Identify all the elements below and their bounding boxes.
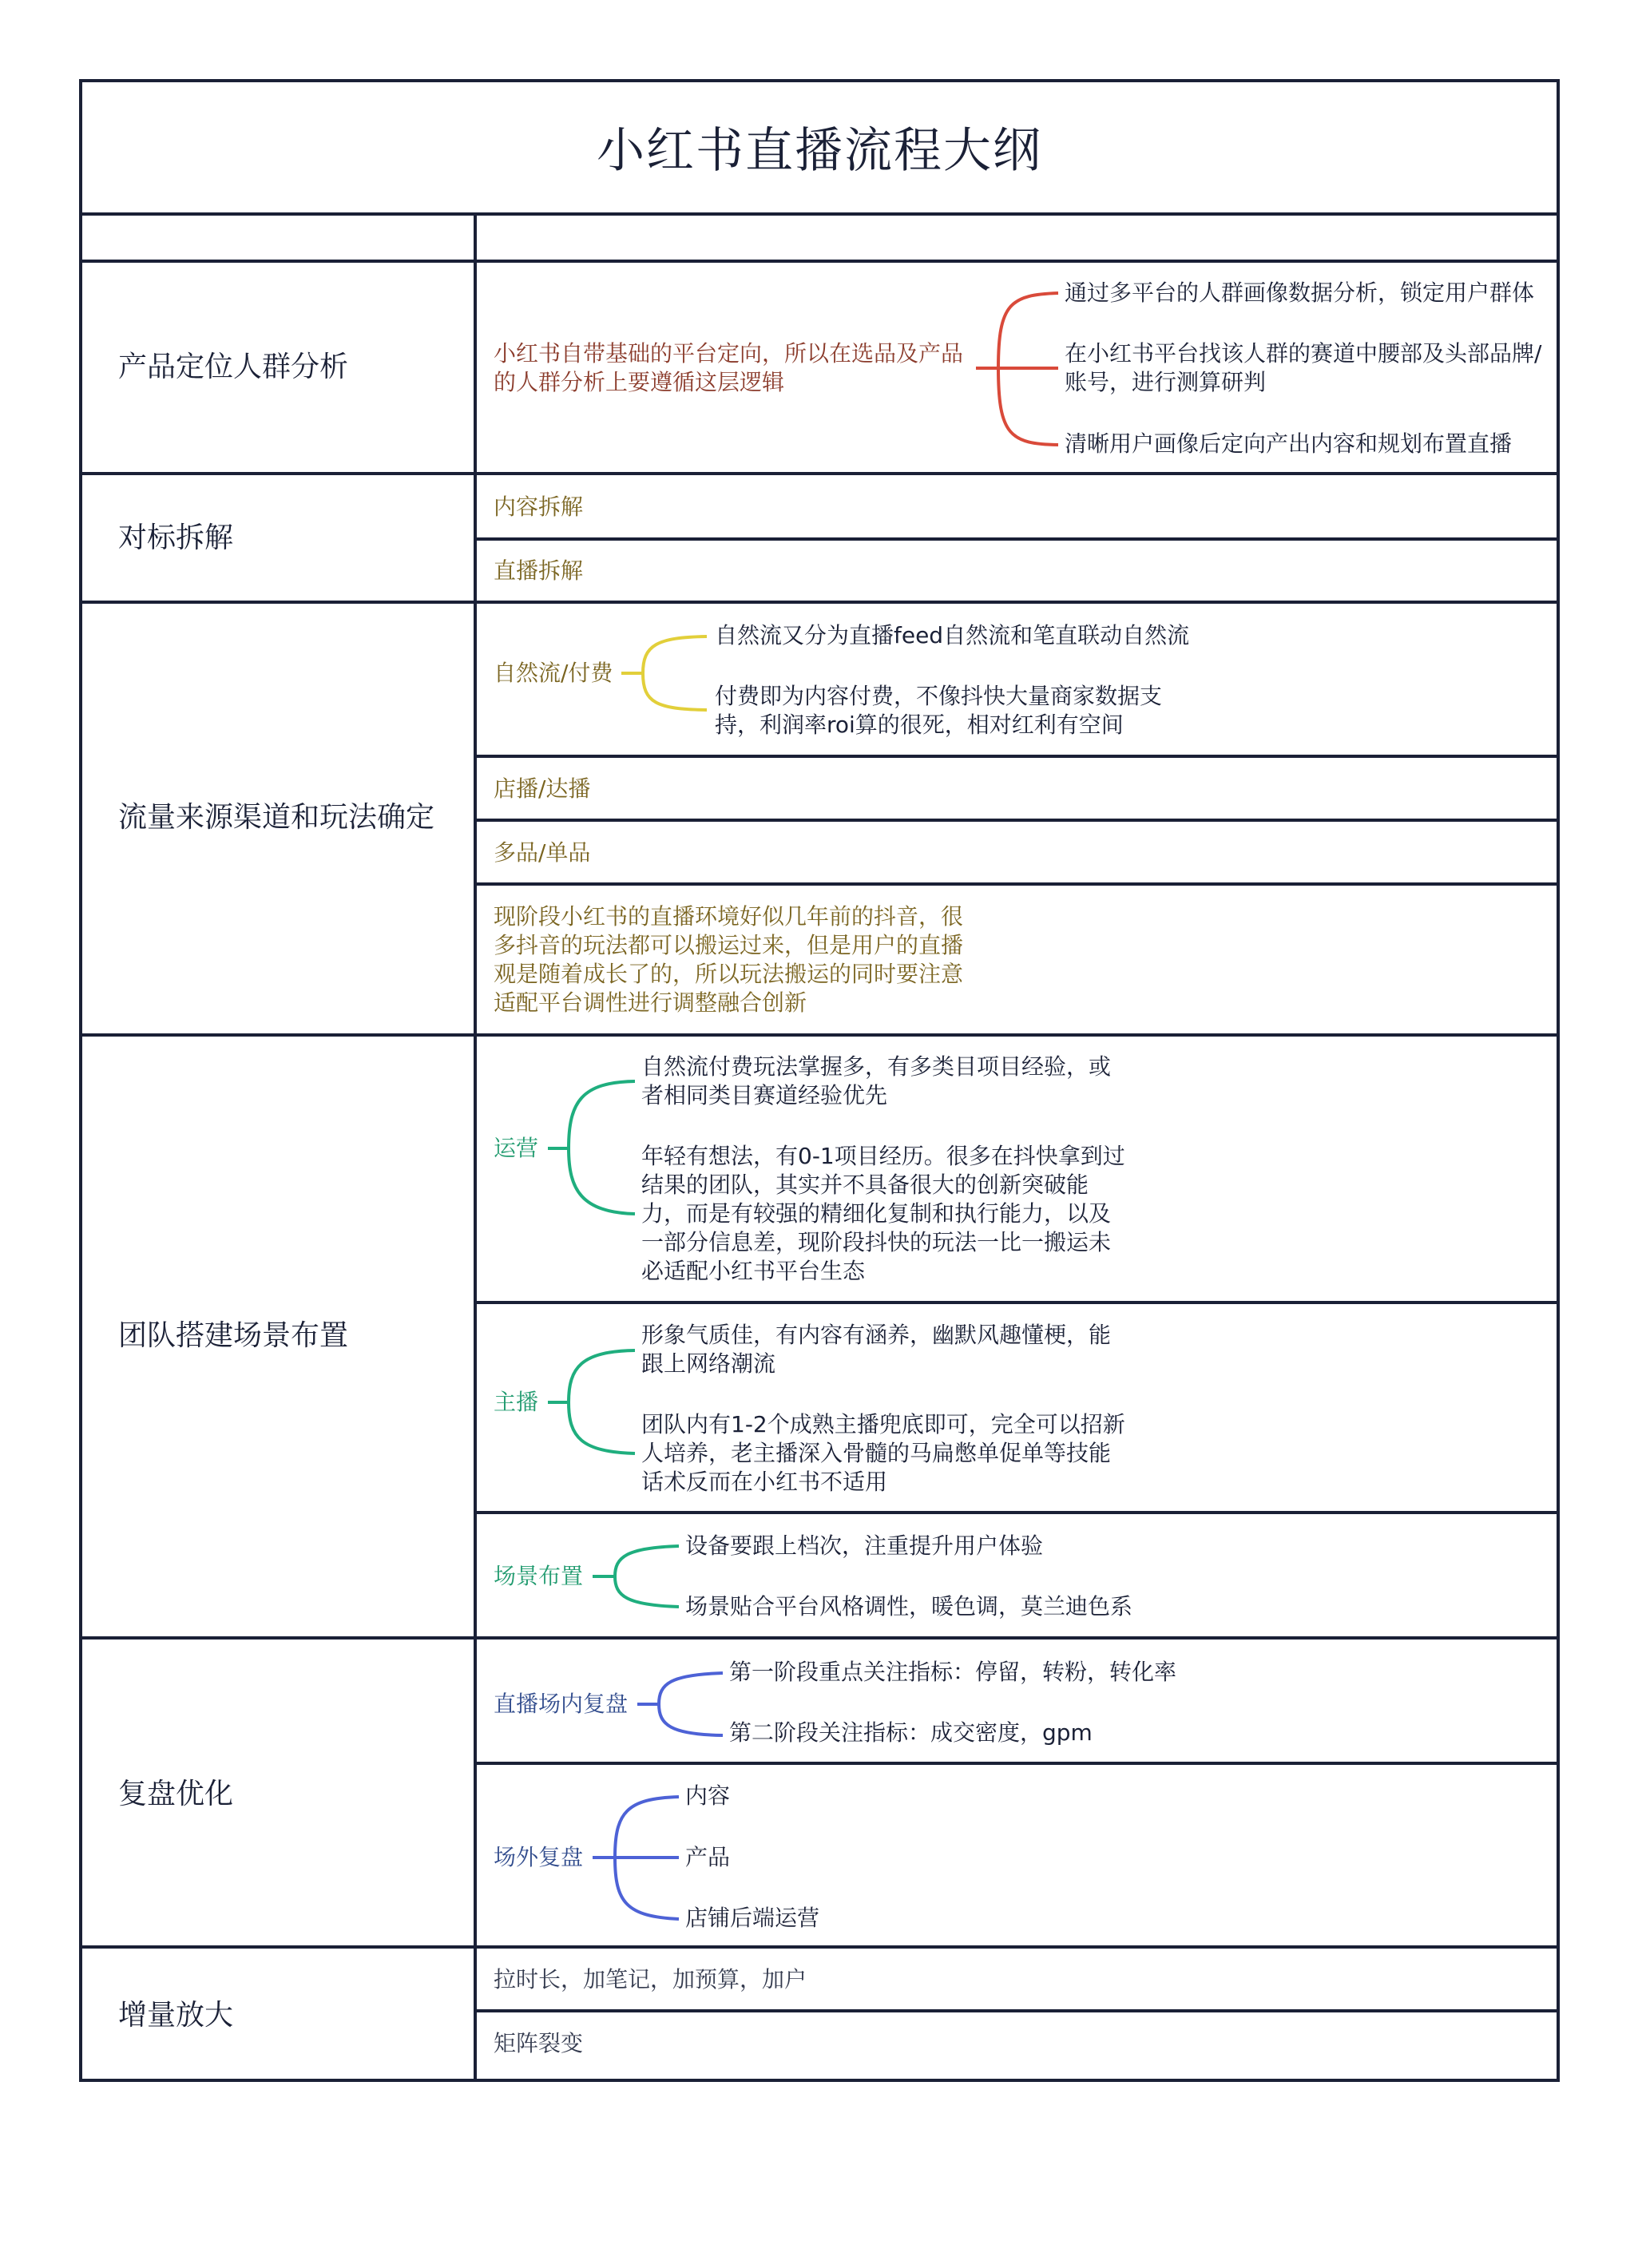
team-operation-branch: 年轻有想法，有0-1项目经历。很多在抖快拿到过: [641, 1143, 1125, 1169]
team-scene-branch: 场景贴合平台风格调性，暖色调，莫兰迪色系: [685, 1593, 1133, 1620]
benchmark-item: 直播拆解: [494, 557, 584, 584]
traffic-note-line: 适配平台调性进行调整融合创新: [494, 989, 807, 1016]
review-outside-branch: 内容: [685, 1782, 731, 1809]
traffic-natural-branch: 自然流又分为直播feed自然流和笔直联动自然流: [715, 622, 1190, 648]
team-host-root: 主播: [494, 1389, 539, 1415]
section-label-positioning: 产品定位人群分析: [118, 351, 349, 383]
growth-item: 矩阵裂变: [494, 2030, 584, 2056]
positioning-branch-text: 清晰用户画像后定向产出内容和规划布置直播: [1065, 430, 1513, 457]
team-scene-branch: 设备要跟上档次，注重提升用户体验: [685, 1532, 1044, 1559]
team-scene-root: 场景布置: [494, 1563, 584, 1589]
section-label-team: 团队搭建场景布置: [118, 1319, 349, 1352]
review-outside-branch: 产品: [685, 1844, 731, 1870]
section-label-traffic: 流量来源渠道和玩法确定: [118, 801, 435, 834]
traffic-note-line: 多抖音的玩法都可以搬运过来，但是用户的直播: [494, 932, 964, 958]
team-operation-branch: 必适配小红书平台生态: [641, 1258, 866, 1284]
traffic-natural-root: 自然流/付费: [494, 660, 613, 686]
team-operation-branch: 力，而是有较强的精细化复制和执行能力，以及: [641, 1200, 1112, 1227]
section-label-benchmark: 对标拆解: [118, 521, 234, 554]
review-outside-branch: 店铺后端运营: [685, 1905, 820, 1931]
team-operation-branch: 结果的团队，其实并不具备很大的创新突破能: [641, 1172, 1089, 1198]
traffic-natural-branch: 持，利润率roi算的很死，相对红利有空间: [715, 712, 1124, 738]
team-operation-branch: 者相同类目赛道经验优先: [641, 1082, 888, 1108]
positioning-root-line: 小红书自带基础的平台定向，所以在选品及产品: [494, 340, 964, 367]
review-inside-branch: 第一阶段重点关注指标：停留，转粉，转化率: [729, 1659, 1177, 1685]
traffic-item: 店播/达播: [494, 775, 591, 802]
review-outside-root: 场外复盘: [494, 1844, 584, 1870]
team-host-branch: 形象气质佳，有内容有涵养，幽默风趣懂梗，能: [641, 1322, 1112, 1348]
traffic-note-line: 观是随着成长了的，所以玩法搬运的同时要注意: [494, 961, 964, 987]
team-operation-branch: 自然流付费玩法掌握多，有多类目项目经验，或: [641, 1053, 1112, 1080]
team-host-branch: 人培养，老主播深入骨髓的马扁憋单促单等技能: [641, 1440, 1112, 1466]
review-inside-branch: 第二阶段关注指标：成交密度，gpm: [729, 1719, 1093, 1746]
section-label-growth: 增量放大: [118, 1999, 234, 2032]
team-host-branch: 跟上网络潮流: [641, 1350, 776, 1377]
team-host-branch: 话术反而在小红书不适用: [641, 1469, 888, 1495]
page-title: 小红书直播流程大纲: [597, 123, 1042, 179]
growth-item: 拉时长，加笔记，加预算，加户: [494, 1966, 807, 1992]
traffic-natural-branch: 付费即为内容付费，不像抖快大量商家数据支: [715, 683, 1163, 709]
traffic-item: 多品/单品: [494, 839, 591, 866]
section-label-review: 复盘优化: [118, 1778, 234, 1810]
team-host-branch: 团队内有1-2个成熟主播兜底即可，完全可以招新: [641, 1411, 1125, 1437]
team-operation-branch: 一部分信息差，现阶段抖快的玩法一比一搬运未: [641, 1229, 1112, 1255]
review-inside-root: 直播场内复盘: [494, 1691, 629, 1717]
positioning-branch-text: 通过多平台的人群画像数据分析，锁定用户群体: [1065, 280, 1535, 306]
traffic-note-line: 现阶段小红书的直播环境好似几年前的抖音，很: [494, 903, 964, 930]
positioning-branch-text: 在小红书平台找该人群的赛道中腰部及头部品牌/: [1065, 340, 1542, 367]
positioning-branch-text: 账号，进行测算研判: [1065, 369, 1267, 395]
benchmark-item: 内容拆解: [494, 494, 584, 520]
positioning-root-line: 的人群分析上要遵循这层逻辑: [494, 369, 785, 395]
team-operation-root: 运营: [494, 1135, 539, 1161]
